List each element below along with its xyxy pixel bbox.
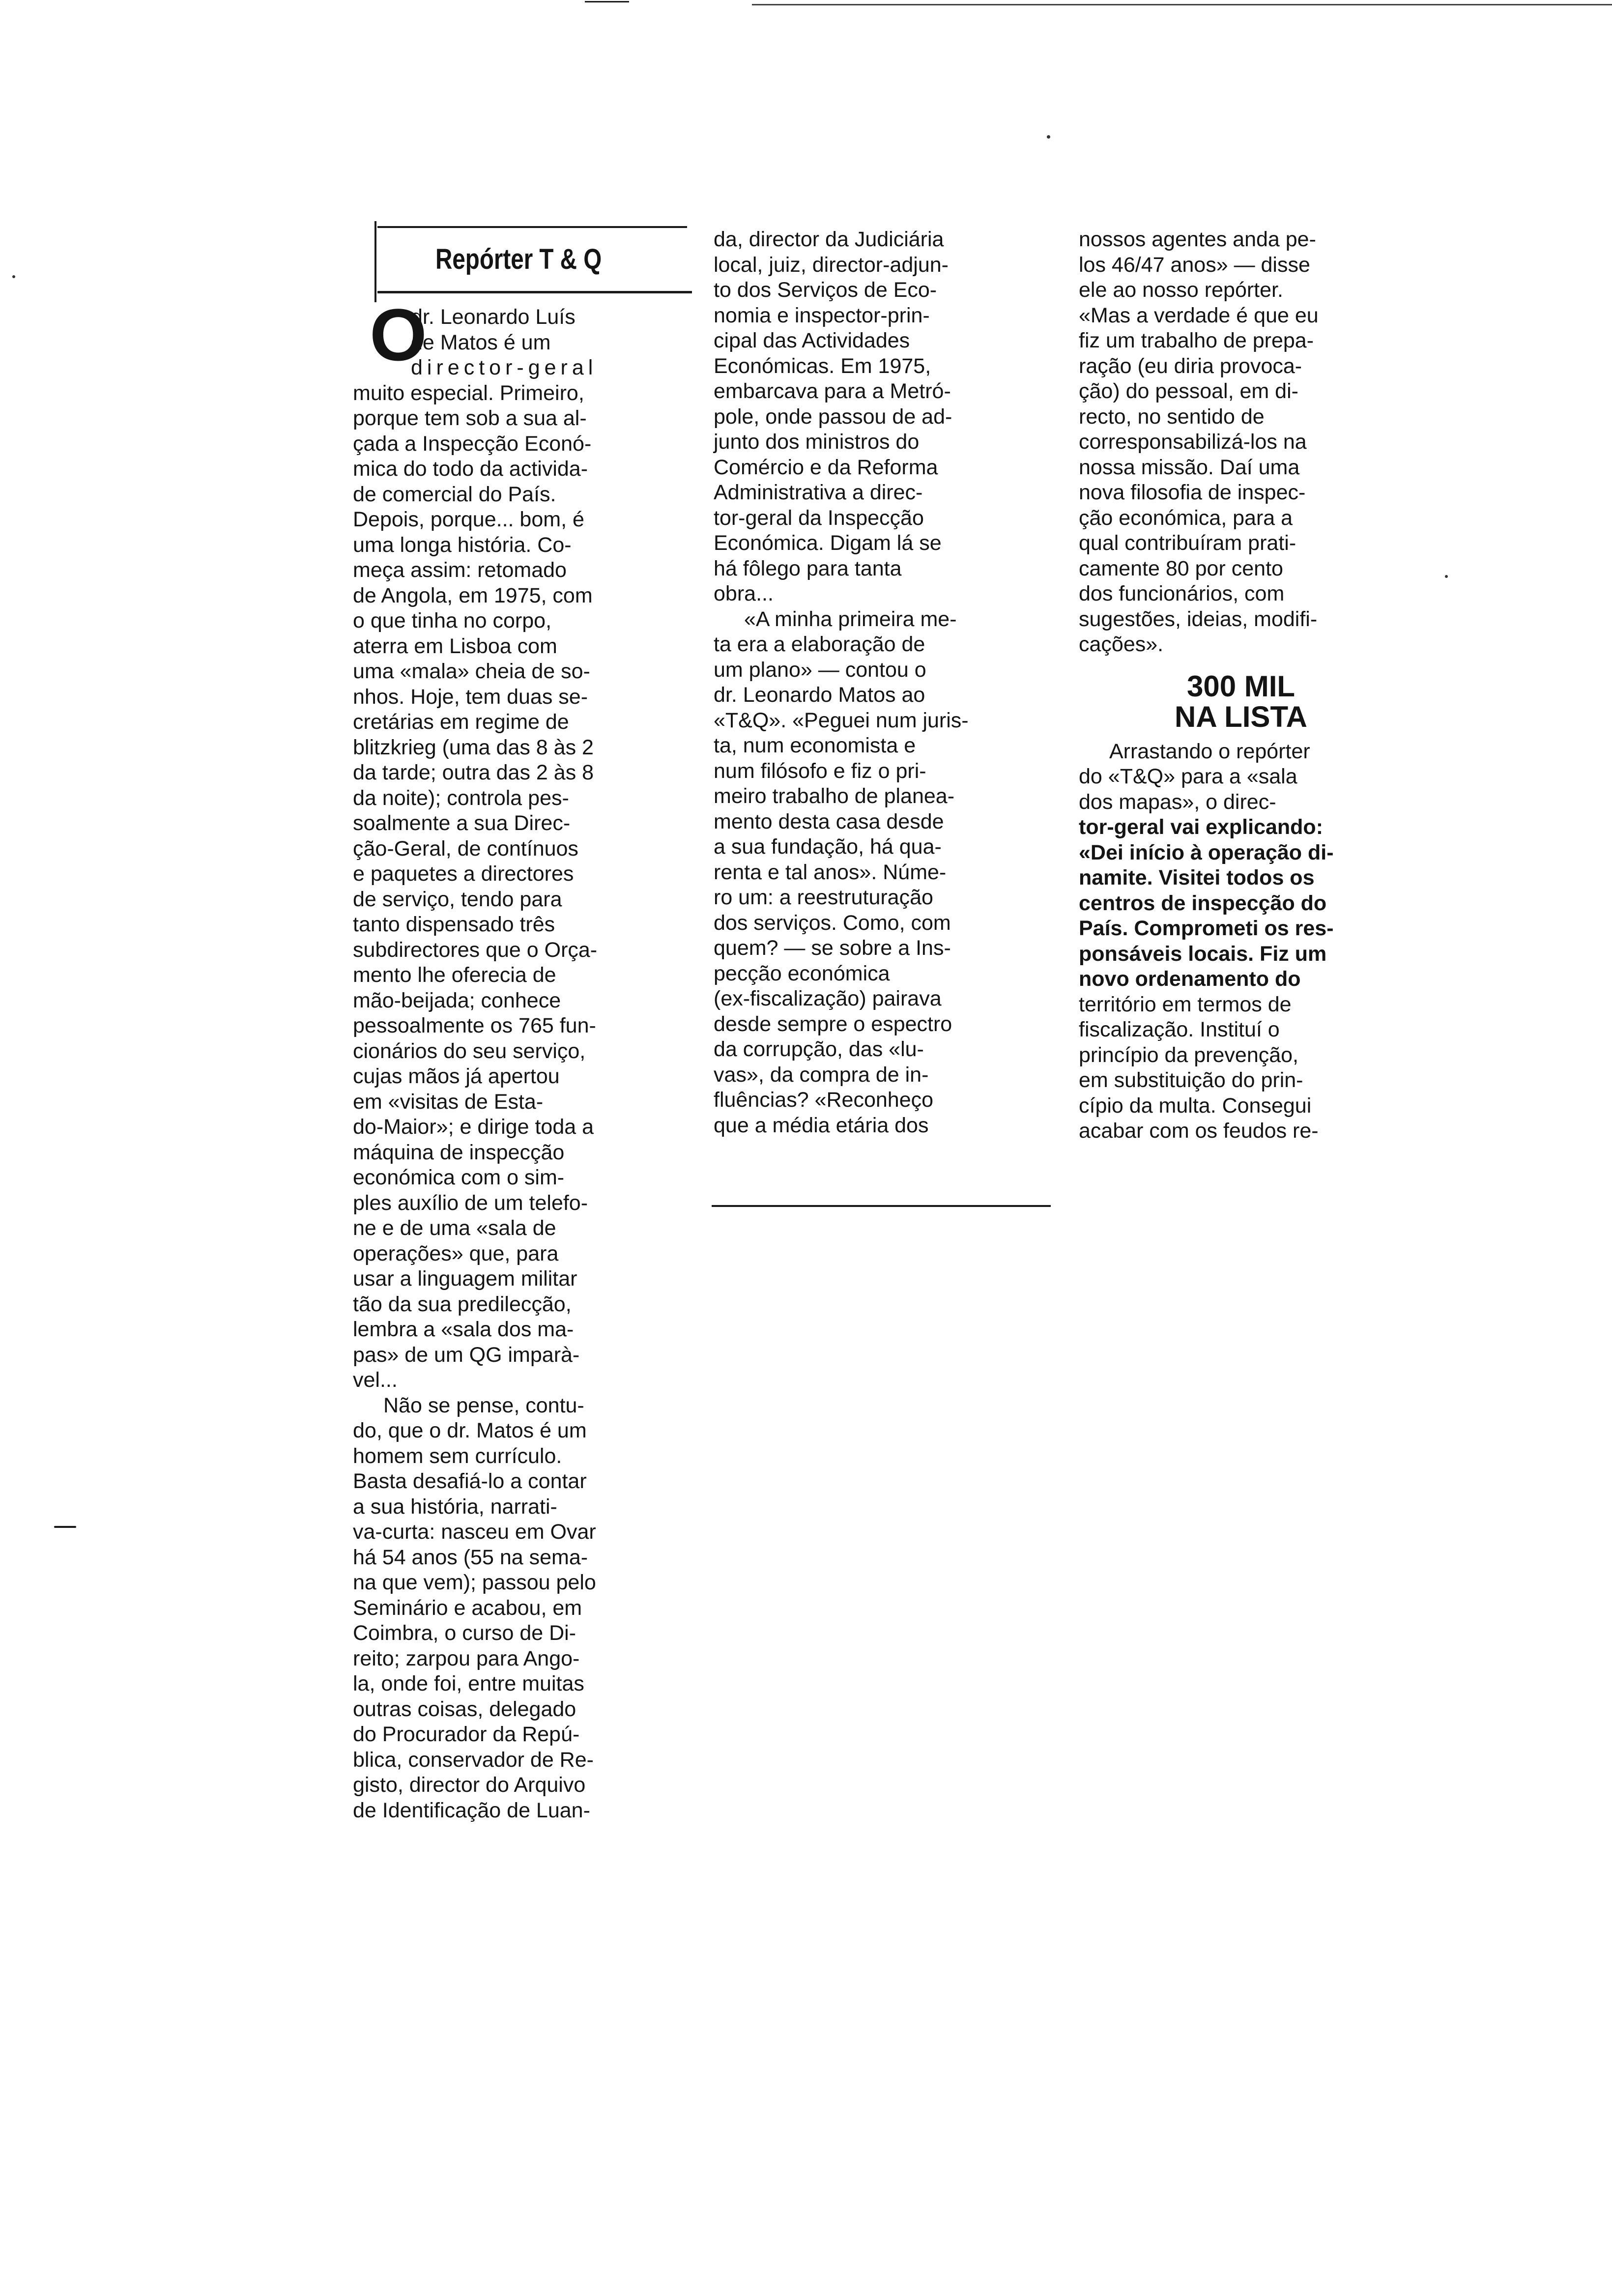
- text-line: operações» que, para: [353, 1241, 559, 1265]
- text-line: outras coisas, delegado: [353, 1697, 576, 1721]
- kicker-title: Repórter T & Q: [435, 243, 602, 275]
- text-line: de Angola, em 1975, com: [353, 583, 593, 607]
- text-line: reito; zarpou para Ango-: [353, 1646, 580, 1670]
- text-line: sugestões, ideias, modifi-: [1079, 607, 1318, 631]
- text-line: centros de inspecção do: [1079, 891, 1327, 915]
- text-line: ração (eu diria provoca-: [1079, 354, 1302, 378]
- text-line: cações».: [1079, 632, 1164, 656]
- text-line: director-geral: [411, 356, 598, 379]
- text-line: renta e tal anos». Núme-: [714, 860, 947, 884]
- text-line: princípio da prevenção,: [1079, 1043, 1299, 1067]
- text-line: num filósofo e fiz o pri-: [714, 759, 926, 783]
- text-line: pessoalmente os 765 fun-: [353, 1014, 596, 1037]
- text-line: homem sem currículo.: [353, 1444, 562, 1468]
- article-column-2: [714, 227, 1038, 1138]
- text-line: acabar com os feudos re-: [1079, 1119, 1319, 1143]
- text-line: çada a Inspecção Econó-: [353, 431, 592, 456]
- text-line: território em termos de: [1079, 992, 1292, 1016]
- text-line: uma longa história. Co-: [353, 533, 572, 557]
- text-line: País. Comprometi os res-: [1079, 917, 1334, 940]
- text-line: nova filosofia de inspec-: [1079, 481, 1306, 504]
- col3-paragraph-1: [1079, 227, 1403, 658]
- col1-first-lines: [353, 305, 677, 381]
- text-line: pole, onde passou de ad-: [714, 404, 952, 429]
- text-line: Comércio e da Reforma: [714, 455, 938, 479]
- text-line: «A minha primeira me-: [744, 607, 957, 631]
- article-column-1: [353, 305, 677, 1823]
- text-line: em «visitas de Esta-: [353, 1090, 544, 1114]
- text-line: obra...: [714, 582, 774, 605]
- text-line: soalmente a sua Direc-: [353, 811, 571, 835]
- text-line: usar a linguagem militar: [353, 1267, 577, 1291]
- text-line: do, que o dr. Matos é um: [353, 1419, 587, 1442]
- text-line: «T&Q». «Peguei num juris-: [714, 708, 969, 732]
- text-line: a sua história, narrati-: [353, 1494, 557, 1519]
- text-line: junto dos ministros do: [714, 430, 920, 454]
- text-line: ponsáveis locais. Fiz um: [1079, 942, 1327, 966]
- text-line: Económica. Digam lá se: [714, 531, 942, 555]
- text-line: blitzkrieg (uma das 8 às 2: [353, 735, 594, 759]
- text-line: pas» de um QG imparà-: [353, 1343, 580, 1367]
- text-line: dos mapas», o direc-: [1079, 790, 1276, 814]
- text-line: dr. Leonardo Matos ao: [714, 683, 925, 707]
- col2-paragraph-2: [714, 607, 1038, 1139]
- text-line: tor-geral da Inspecção: [714, 506, 924, 530]
- text-line: los 46/47 anos» — disse: [1079, 253, 1310, 277]
- text-line: camente 80 por cento: [1079, 556, 1283, 580]
- text-line: de Identificação de Luan-: [353, 1798, 590, 1822]
- drop-cap: O: [370, 293, 427, 376]
- text-line: ro um: a reestruturação: [714, 886, 933, 909]
- text-line: subdirectores que o Orça-: [353, 938, 598, 962]
- col1-paragraph-2: [353, 1393, 677, 1824]
- scan-mark-left: [54, 1526, 76, 1528]
- text-line: ção-Geral, de contínuos: [353, 836, 578, 861]
- text-line: de Matos é um: [411, 330, 551, 354]
- text-line: há fôlego para tanta: [714, 556, 902, 580]
- text-line: fiz um trabalho de prepa-: [1079, 329, 1314, 352]
- text-line: meiro trabalho de planea-: [714, 784, 955, 808]
- text-line: a sua fundação, há qua-: [714, 835, 942, 859]
- text-line: cipal das Actividades: [714, 329, 910, 352]
- text-line: ne e de uma «sala de: [353, 1216, 556, 1240]
- text-line: em substituição do prin-: [1079, 1068, 1303, 1092]
- text-line: ta era a elaboração de: [714, 632, 925, 656]
- speck: [1445, 575, 1448, 578]
- text-line: Administrativa a direc-: [714, 481, 923, 504]
- text-line: local, juiz, director-adjun-: [714, 253, 949, 277]
- text-line: desde sempre o espectro: [714, 1012, 952, 1036]
- text-line: ples auxílio de um telefo-: [353, 1191, 588, 1215]
- text-line: recto, no sentido de: [1079, 404, 1265, 429]
- text-line: do «T&Q» para a «sala: [1079, 765, 1297, 788]
- text-line: da, director da Judiciária: [714, 228, 944, 251]
- text-line: e paquetes a directores: [353, 862, 574, 886]
- text-line: tão da sua predilecção,: [353, 1292, 572, 1316]
- subhead-line: NA LISTA: [1175, 700, 1307, 733]
- text-line: qual contribuíram prati-: [1079, 531, 1296, 555]
- text-line: corresponsabilizá-los na: [1079, 430, 1307, 454]
- text-line: há 54 anos (55 na sema-: [353, 1545, 588, 1569]
- text-line: mica do todo da activida-: [353, 457, 588, 481]
- text-line: do Procurador da Repú-: [353, 1722, 580, 1746]
- text-line: meça assim: retomado: [353, 558, 567, 582]
- text-line: ta, num economista e: [714, 734, 916, 757]
- text-line: Seminário e acabou, em: [353, 1596, 582, 1620]
- text-line: cípio da multa. Consegui: [1079, 1093, 1312, 1118]
- kicker-top-rule: [377, 226, 687, 228]
- text-line: dr. Leonardo Luís: [411, 305, 576, 329]
- text-line: gisto, director do Arquivo: [353, 1773, 586, 1797]
- text-line: cujas mãos já apertou: [353, 1064, 560, 1088]
- text-line: «Dei início à operação di-: [1079, 840, 1334, 864]
- col3-paragraph-2: [1079, 739, 1403, 1144]
- text-line: na que vem); passou pelo: [353, 1571, 596, 1594]
- text-line: dos funcionários, com: [1079, 582, 1285, 605]
- text-line: Não se pense, contu-: [383, 1393, 584, 1417]
- article-column-3: [1079, 227, 1403, 1144]
- text-line: o que tinha no corpo,: [353, 609, 552, 632]
- text-line: Coimbra, o curso de Di-: [353, 1621, 576, 1645]
- text-line: novo ordenamento do: [1079, 967, 1301, 991]
- text-line: uma «mala» cheia de so-: [353, 660, 590, 683]
- text-line: quem? — se sobre a Ins-: [714, 936, 951, 960]
- text-line: máquina de inspecção: [353, 1140, 565, 1164]
- text-line: namite. Visitei todos os: [1079, 866, 1315, 890]
- text-line: va-curta: nasceu em Ovar: [353, 1520, 596, 1544]
- text-line: aterra em Lisboa com: [353, 634, 557, 658]
- text-line: tanto dispensado três: [353, 913, 555, 936]
- text-line: do-Maior»; e dirige toda a: [353, 1115, 594, 1139]
- text-line: da noite); controla pes-: [353, 786, 569, 810]
- scan-mark-top-right: [752, 4, 1612, 5]
- text-line: Arrastando o repórter: [1109, 739, 1310, 763]
- text-line: blica, conservador de Re-: [353, 1748, 594, 1772]
- speck: [1047, 135, 1050, 139]
- text-line: dos serviços. Como, com: [714, 911, 951, 935]
- scan-mark-top-left: [585, 1, 629, 2]
- text-line: Basta desafiá-lo a contar: [353, 1469, 587, 1493]
- text-line: ção) do pessoal, em di-: [1079, 379, 1298, 403]
- text-line: nhos. Hoje, tem duas se-: [353, 685, 588, 709]
- text-line: mento desta casa desde: [714, 809, 944, 833]
- text-line: porque tem sob a sua al-: [353, 406, 587, 430]
- subhead: [1079, 671, 1403, 732]
- col2-paragraph-1: [714, 227, 1038, 607]
- text-line: cretárias em regime de: [353, 710, 569, 734]
- text-line: tor-geral vai explicando:: [1079, 815, 1324, 839]
- text-line: de comercial do País.: [353, 482, 556, 506]
- text-line: vel...: [353, 1368, 398, 1392]
- text-line: nossos agentes anda pe-: [1079, 228, 1316, 251]
- text-line: económica com o sim-: [353, 1166, 565, 1189]
- text-line: fluências? «Reconheço: [714, 1088, 934, 1112]
- text-line: ele ao nosso repórter.: [1079, 278, 1283, 302]
- text-line: que a média etária dos: [714, 1113, 929, 1137]
- speck: [12, 275, 15, 278]
- text-line: la, onde foi, entre muitas: [353, 1672, 584, 1695]
- text-line: muito especial. Primeiro,: [353, 381, 584, 405]
- text-line: «Mas a verdade é que eu: [1079, 303, 1319, 327]
- text-line: to dos Serviços de Eco-: [714, 278, 937, 302]
- text-line: cionários do seu serviço,: [353, 1039, 586, 1063]
- text-line: um plano» — contou o: [714, 658, 926, 682]
- col1-paragraph-1: [353, 381, 677, 1393]
- text-line: mão-beijada; conhece: [353, 988, 561, 1012]
- text-line: vas», da compra de in-: [714, 1062, 929, 1087]
- column-2-end-rule: [712, 1205, 1051, 1207]
- text-line: mento lhe oferecia de: [353, 963, 556, 987]
- text-line: pecção económica: [714, 961, 890, 985]
- text-line: nossa missão. Daí uma: [1079, 455, 1300, 479]
- text-line: da corrupção, das «lu-: [714, 1037, 924, 1061]
- text-line: (ex-fiscalização) pairava: [714, 987, 942, 1010]
- text-line: Depois, porque... bom, é: [353, 508, 584, 531]
- text-line: nomia e inspector-prin-: [714, 303, 930, 327]
- text-line: de serviço, tendo para: [353, 887, 562, 911]
- text-line: lembra a «sala dos ma-: [353, 1318, 574, 1341]
- subhead-line: 300 MIL: [1186, 669, 1295, 703]
- text-line: fiscalização. Instituí o: [1079, 1018, 1280, 1041]
- kicker-left-bar: [374, 221, 376, 302]
- text-line: Económicas. Em 1975,: [714, 354, 931, 378]
- text-line: da tarde; outra das 2 às 8: [353, 761, 594, 784]
- text-line: embarcava para a Metró-: [714, 379, 951, 403]
- text-line: ção económica, para a: [1079, 506, 1293, 530]
